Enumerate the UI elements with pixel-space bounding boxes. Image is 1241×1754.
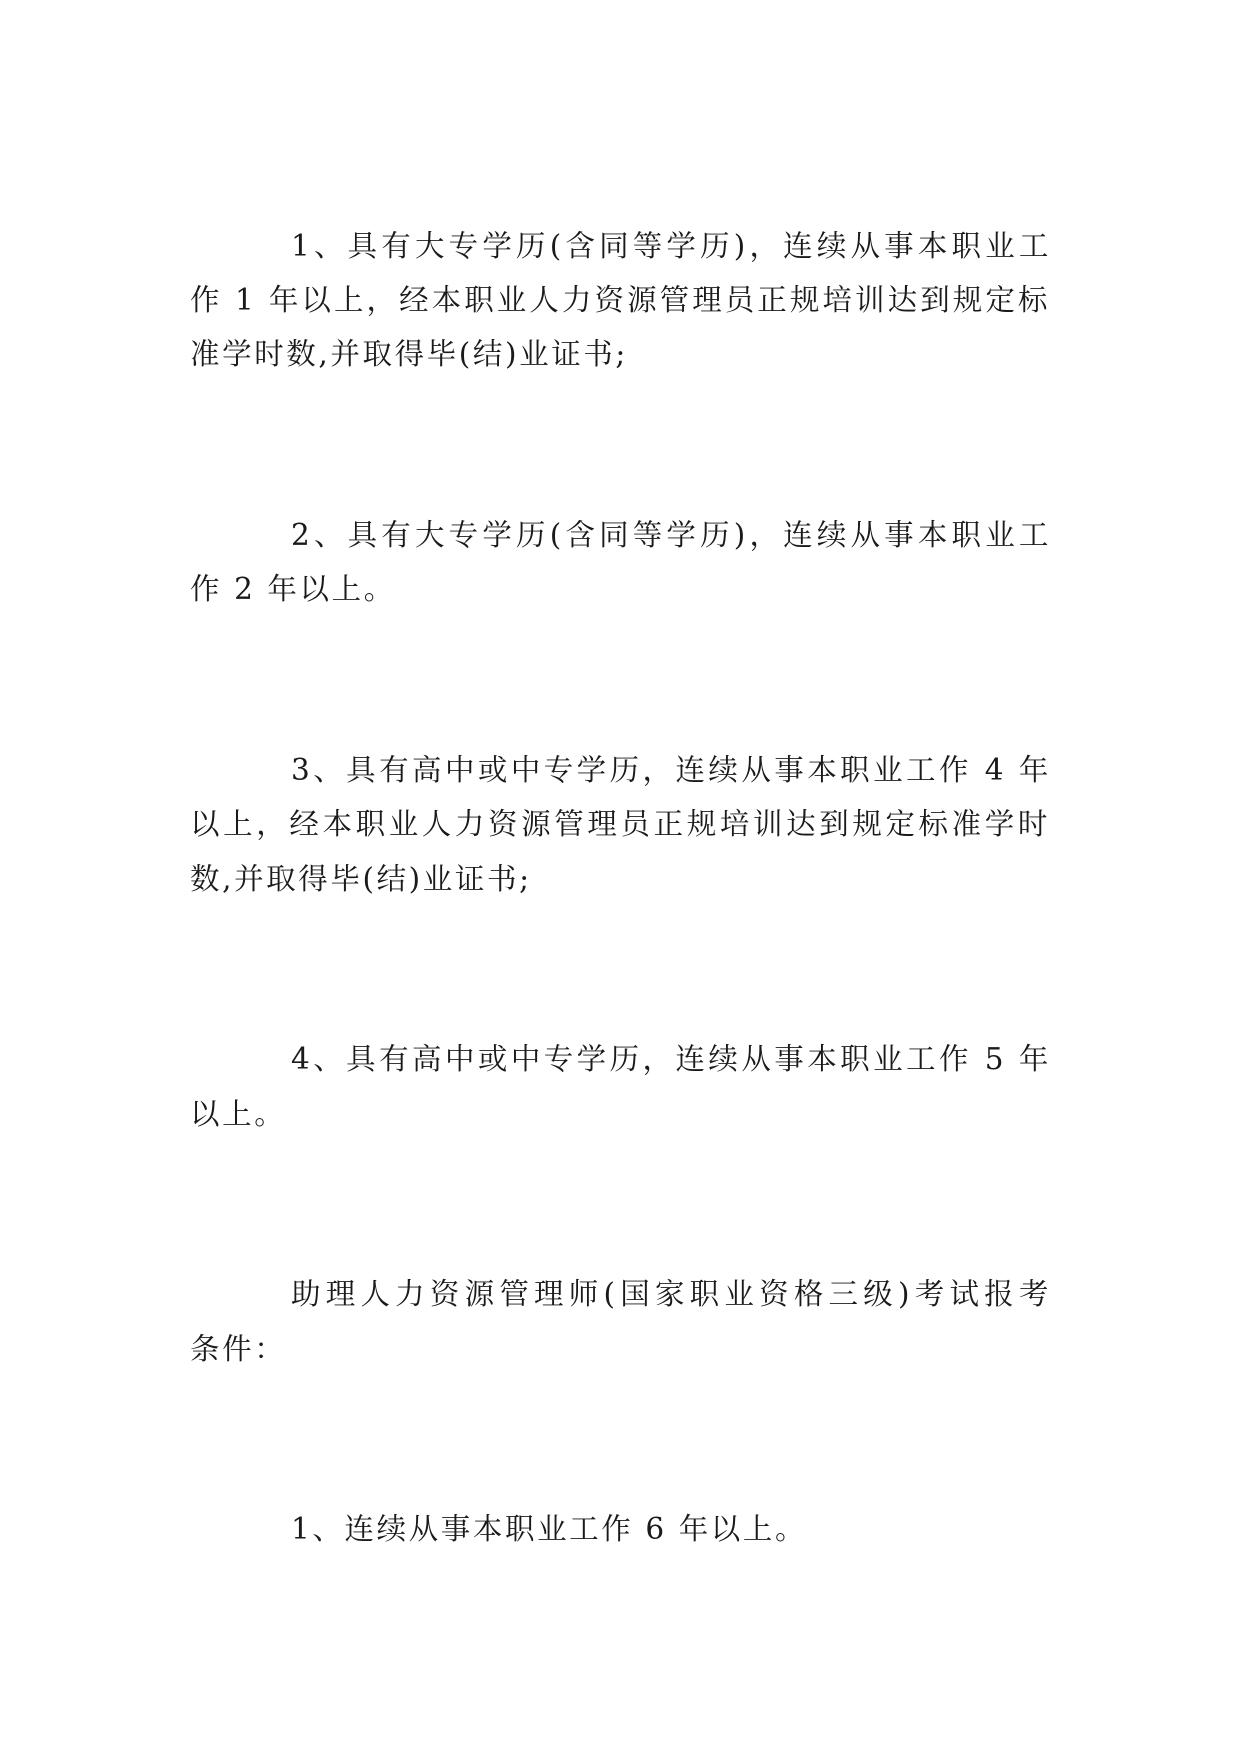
- paragraph-3-line-2: 以上，经本职业人力资源管理员正规培训达到规定标准学时: [190, 807, 1050, 841]
- paragraph-4-line-2: 以上。: [190, 1097, 287, 1131]
- paragraph-4-line-1: 4、具有高中或中专学历，连续从事本职业工作 5 年: [291, 1042, 1051, 1076]
- paragraph-1-line-3: 准学时数,并取得毕(结)业证书;: [190, 337, 628, 371]
- paragraph-2-line-1: 2、具有大专学历(含同等学历)，连续从事本职业工: [291, 518, 1051, 552]
- paragraph-1-line-2: 作 1 年以上，经本职业人力资源管理员正规培训达到规定标: [190, 283, 1050, 317]
- paragraph-6-line-1: 1、连续从事本职业工作 6 年以上。: [291, 1512, 808, 1546]
- paragraph-3-line-3: 数,并取得毕(结)业证书;: [190, 862, 532, 896]
- paragraph-3-line-1: 3、具有高中或中专学历，连续从事本职业工作 4 年: [291, 753, 1051, 787]
- paragraph-2-line-2: 作 2 年以上。: [190, 572, 396, 606]
- section-heading-line-2: 条件：: [190, 1332, 287, 1366]
- section-heading-line-1: 助理人力资源管理师(国家职业资格三级)考试报考: [291, 1277, 1051, 1311]
- paragraph-1-line-1: 1、具有大专学历(含同等学历)，连续从事本职业工: [291, 229, 1051, 263]
